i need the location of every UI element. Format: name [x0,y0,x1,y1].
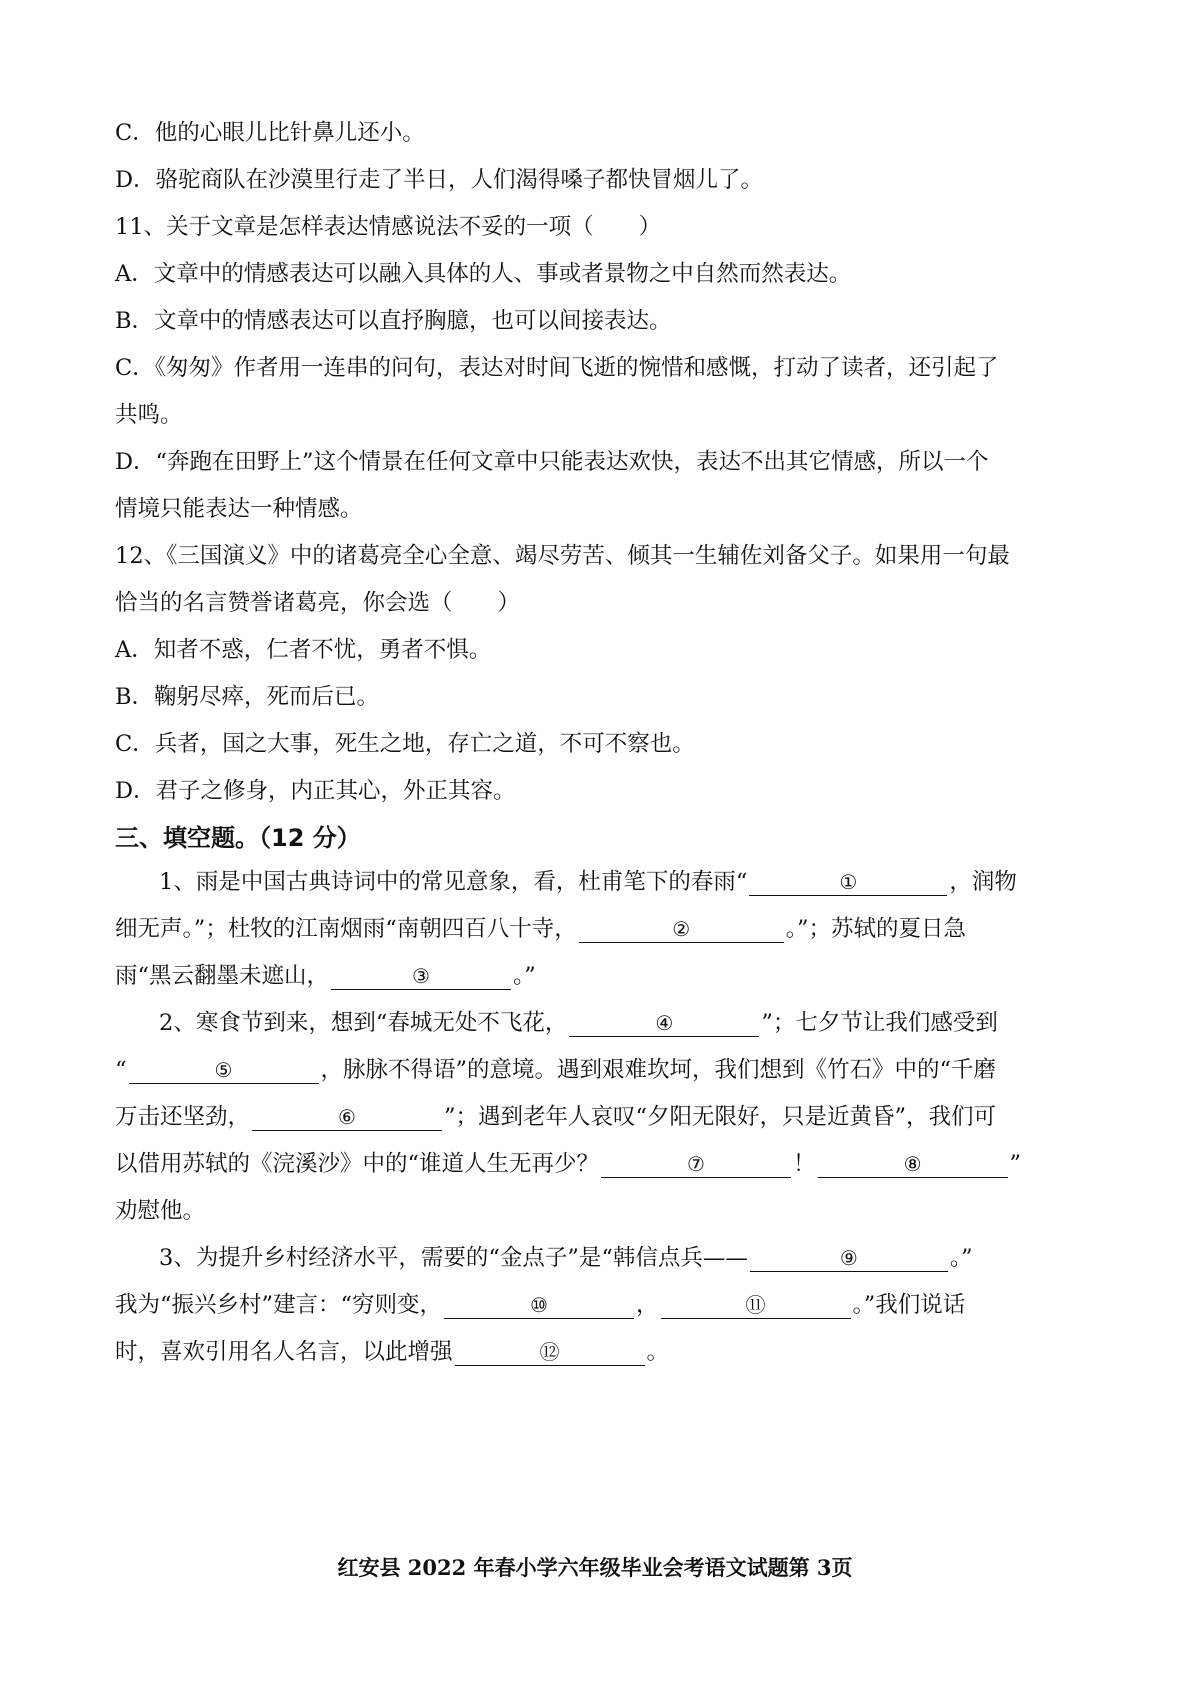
q11-option-d-line2: 情境只能表达一种情感。 [115,496,363,522]
fill2-text: “ [115,1057,127,1083]
q12-option-c: C．兵者，国之大事，死生之地，存亡之道，不可不察也。 [115,731,695,757]
fill3-line3 [115,1329,1080,1376]
q12-option-a: A．知者不惑，仁者不忧，勇者不惧。 [115,637,492,663]
answer-blank-6[interactable]: ⑥ [252,1104,442,1131]
exam-page [115,110,1080,1376]
answer-blank-3[interactable]: ③ [331,963,511,990]
fill-question-3 [115,1235,1080,1376]
answer-blank-5[interactable]: ⑤ [129,1057,319,1084]
q10-option-c: C．他的心眼儿比针鼻儿还小。 [115,120,425,146]
fill1-text: 。”；苏轼的夏日急 [785,916,967,942]
fill2-text: 以借用苏轼的《浣溪沙》中的“谁道人生无再少？ [115,1151,600,1177]
fill1-text: ，润物 [949,869,1017,895]
fill2-text: ” [1009,1151,1022,1177]
answer-blank-2[interactable]: ② [579,916,784,943]
fill1-text: 1、雨是中国古典诗词中的常见意象，看，杜甫笔下的春雨“ [159,869,748,895]
answer-blank-10[interactable]: ⑩ [444,1292,634,1319]
fill2-text: 万击还坚劲， [115,1104,251,1130]
fill3-text: 我为“振兴乡村”建言：“穷则变， [115,1292,443,1318]
page-footer: 红安县 2022 年春小学六年级毕业会考语文试题第 3页 [337,1555,853,1580]
answer-blank-4[interactable]: ④ [569,1010,759,1037]
fill3-text: 3、为提升乡村经济水平，需要的“金点子”是“韩信点兵—— [159,1245,748,1271]
fill3-text: ， [636,1292,659,1318]
answer-blank-11[interactable]: ⑪ [661,1292,851,1319]
fill3-text: 。” [949,1245,973,1271]
fill2-text: ”；七夕节让我们感受到 [761,1010,998,1036]
q12-option-b: B．鞠躬尽瘁，死而后已。 [115,684,380,710]
fill1-text: 细无声。”；杜牧的江南烟雨“南朝四百八十寺， [115,916,577,942]
q12-option-d: D．君子之修身，内正其心，外正其容。 [115,778,516,804]
fill-question-2 [115,1000,1080,1235]
fill3-text: 。 [646,1339,670,1365]
fill2-text: ”；遇到老年人哀叹“夕阳无限好，只是近黄昏”，我们可 [444,1104,997,1130]
fill1-text: 。” [513,963,536,989]
q11-option-d-line1: D．“奔跑在田野上”这个情景在任何文章中只能表达欢快，表达不出其它情感，所以一个 [115,449,989,475]
fill2-line1 [115,1000,1080,1047]
fill2-text: ，脉脉不得语”的意境。遇到艰难坎坷，我们想到《竹石》中的“千磨 [320,1057,997,1083]
fill-question-1 [115,859,1080,1000]
fill2-text: ！ [793,1151,816,1177]
answer-blank-12[interactable]: ⑫ [455,1339,645,1366]
q11-stem: 11、关于文章是怎样表达情感说法不妥的一项（ ） [115,214,662,240]
section-3-title: 三、填空题。（12 分） [115,824,361,852]
answer-blank-1[interactable]: ① [749,869,947,896]
fill3-line1 [115,1235,1080,1282]
answer-blank-9[interactable]: ⑨ [750,1245,948,1272]
fill3-text: 。”我们说话 [852,1292,966,1318]
fill1-line1 [115,859,1080,906]
q12-stem-line2: 恰当的名言赞誉诸葛亮，你会选（ ） [115,590,521,616]
fill2-line4 [115,1141,1080,1188]
q12-stem-line1: 12、《三国演义》中的诸葛亮全心全意、竭尽劳苦、倾其一生辅佐刘备父子。如果用一句最 [115,543,1010,569]
q11-option-b: B．文章中的情感表达可以直抒胸臆，也可以间接表达。 [115,308,672,334]
q10-option-d: D．骆驼商队在沙漠里行走了半日，人们渴得嗓子都快冒烟儿了。 [115,167,764,193]
q11-option-c-line1: C．《匆匆》作者用一连串的问句，表达对时间飞逝的惋惜和感慨，打动了读者，还引起了 [115,355,999,381]
fill3-text: 时，喜欢引用名人名言，以此增强 [115,1339,453,1365]
q11-option-a: A．文章中的情感表达可以融入具体的人、事或者景物之中自然而然表达。 [115,261,852,287]
q11-option-c-line2: 共鸣。 [115,402,183,428]
fill2-line2 [115,1047,1080,1094]
fill1-text: 雨“黑云翻墨未遮山， [115,963,330,989]
fill1-line2 [115,906,1080,953]
fill3-line2 [115,1282,1080,1329]
answer-blank-8[interactable]: ⑧ [818,1151,1008,1178]
answer-blank-7[interactable]: ⑦ [601,1151,791,1178]
fill2-text: 2、寒食节到来，想到“春城无处不飞花， [159,1010,568,1036]
fill2-line5: 劝慰他。 [115,1198,206,1224]
fill1-line3 [115,953,1080,1000]
fill2-line3 [115,1094,1080,1141]
